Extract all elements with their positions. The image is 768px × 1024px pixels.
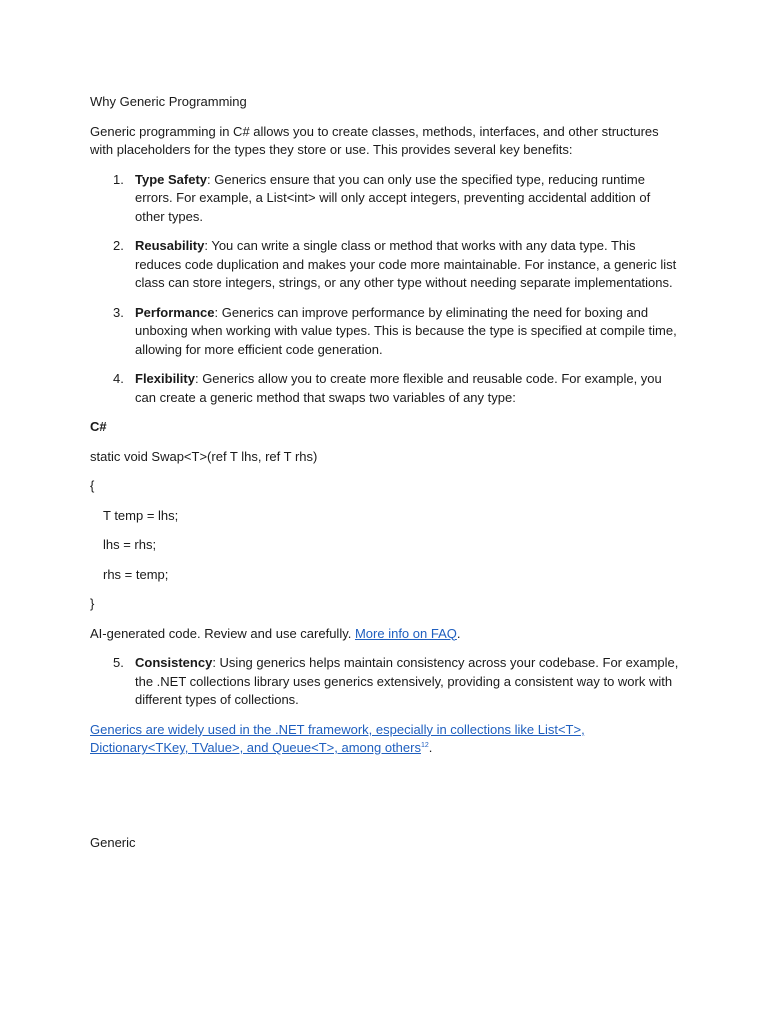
benefit-text: : Generics ensure that you can only use the specified type, reducing runtime errors. For example, a List<int> will only accept integers, preventing accidental addition of other types. <box>135 171 651 224</box>
faq-link[interactable]: More info on FAQ <box>354 625 457 641</box>
reference-paragraph <box>90 721 680 758</box>
list-number: 4. <box>113 371 124 386</box>
code-line: lhs = rhs; <box>103 537 157 552</box>
disclaimer-text: AI-generated code. Review and use carefully. <box>90 625 355 641</box>
ai-disclaimer <box>90 625 680 644</box>
list-item <box>90 654 680 710</box>
list-number: 5. <box>113 655 124 670</box>
intro-paragraph: Generic programming in C# allows you to create classes, methods, interfaces, and other structures with placeholders for the types they store or use. This provides several key benefits: <box>90 123 659 157</box>
benefit-text: : You can write a single class or method that works with any data type. This reduces code duplication and makes your code more maintainable. For instance, a generic list class can store integers, strings, or any other type without needing separate implementations. <box>135 238 677 290</box>
benefit-text: : Using generics helps maintain consistency across your codebase. For example, the .NET collections library uses generics extensively, providing a consistent way to work with different types of collections. <box>135 655 679 707</box>
code-block <box>90 448 680 614</box>
list-number: 3. <box>113 304 124 320</box>
benefit-term: Consistency <box>135 655 213 670</box>
benefits-list-continued <box>90 654 680 710</box>
reference-link[interactable]: Generics are widely used in the .NET framework, especially in collections like List<T>, Dictionary<TKey, TValue>, and Queue<T>, among others <box>90 721 585 755</box>
list-number: 1. <box>113 171 124 187</box>
document-title: Why Generic Programming <box>90 94 247 109</box>
benefit-text: : Generics can improve performance by eliminating the need for boxing and unboxing when working with value types. This is because the type is specified at compile time, allowing for more efficient code generation. <box>135 304 677 357</box>
list-item <box>90 237 680 293</box>
benefits-list <box>90 171 680 408</box>
code-line: { <box>90 478 95 493</box>
benefit-term: Flexibility <box>135 371 195 386</box>
code-line: rhs = temp; <box>103 566 169 582</box>
code-language-label: C# <box>90 419 107 434</box>
benefit-term: Type Safety <box>135 171 208 187</box>
list-item <box>90 171 680 227</box>
code-line: } <box>90 596 95 611</box>
trailing-word: Generic <box>90 835 136 850</box>
benefit-term: Reusability <box>135 238 205 253</box>
benefit-term: Performance <box>135 304 215 320</box>
reference-end: . <box>428 740 433 755</box>
document-body <box>90 93 680 758</box>
list-number: 2. <box>113 238 124 253</box>
list-item <box>90 370 680 407</box>
disclaimer-end: . <box>456 625 461 641</box>
list-item <box>90 304 680 360</box>
code-line: static void Swap<T>(ref T lhs, ref T rhs) <box>90 448 318 464</box>
citation-superscript[interactable]: 12 <box>420 742 429 749</box>
benefit-text: : Generics allow you to create more flexible and reusable code. For example, you can create a generic method that swaps two variables of any type: <box>135 371 662 405</box>
code-line: T temp = lhs; <box>103 507 179 523</box>
